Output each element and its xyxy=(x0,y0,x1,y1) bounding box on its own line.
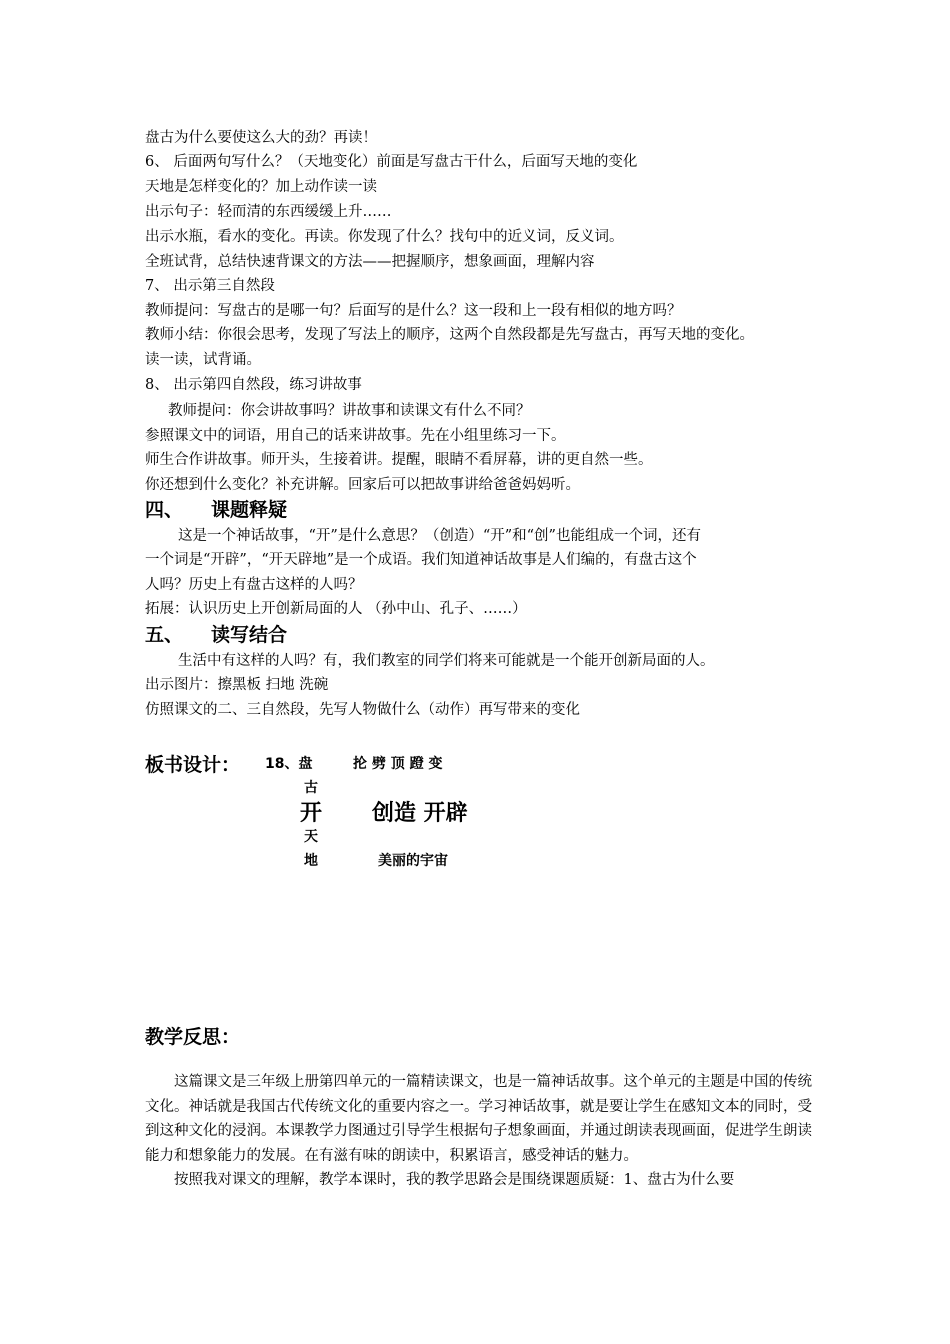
text-line: 一个词是“开辟”，“开天辟地”是一个成语。我们知道神话故事是人们编的，有盘古这个 xyxy=(145,552,697,568)
text-line: 教师提问：写盘古的是哪一句？后面写的是什么？这一段和上一段有相似的地方吗？ xyxy=(145,303,682,319)
text-line: 7、 出示第三自然段 xyxy=(145,278,275,294)
text-line: 生活中有这样的人吗？有，我们教室的同学们将来可能就是一个能开创新局面的人。 xyxy=(178,653,715,669)
board-char-kai: 开 xyxy=(300,801,323,826)
text-line: 参照课文中的词语，用自己的话来讲故事。先在小组里练习一下。 xyxy=(145,428,566,444)
section-heading-4 xyxy=(145,498,287,522)
text-line: 8、 出示第四自然段，练习讲故事 xyxy=(145,377,362,393)
text-line: 出示水瓶，看水的变化。再读。你发现了什么？找句中的近义词，反义词。 xyxy=(145,229,624,245)
board-design-label: 板书设计： xyxy=(145,754,241,776)
text-line: 天地是怎样变化的？加上动作读一读 xyxy=(145,179,377,195)
text-line: 教师小结：你很会思考，发现了写法上的顺序，这两个自然段都是先写盘古，再写天地的变化。 xyxy=(145,327,754,343)
section-number: 五、 xyxy=(145,624,184,646)
text-line: 这是一个神话故事，“开”是什么意思？（创造）“开”和“创”也能组成一个词，还有 xyxy=(178,528,701,544)
text-line: 盘古为什么要使这么大的劲？再读！ xyxy=(145,130,377,146)
text-line: 教师提问：你会讲故事吗？讲故事和读课文有什么不同？ xyxy=(168,403,531,419)
reflection-paragraph: 这篇课文是三年级上册第四单元的一篇精读课文，也是一篇神话故事。这个单元的主题是中国的传统文化。神话就是我国古代传统文化的重要内容之一。学习神话故事，就是要让学生在感知文本的同时，受到这种文化的浸润。本课教学力图通过引导学生根据句子想象画面，并通过朗读表现画面，促进学生朗读能力和想象能力的发展。在有滋有味的朗读中，积累语言，感受神话的魅力。 xyxy=(145,1074,812,1164)
reflection-body xyxy=(145,1070,813,1193)
text-line: 你还想到什么变化？补充讲解。回家后可以把故事讲给爸爸妈妈听。 xyxy=(145,477,580,493)
board-universe: 美丽的宇宙 xyxy=(378,853,448,869)
section-title: 课题释疑 xyxy=(211,499,288,521)
section-heading-5 xyxy=(145,623,287,647)
board-char-di: 地 xyxy=(304,853,318,869)
text-line: 师生合作讲故事。师开头，生接着讲。提醒，眼睛不看屏幕，讲的更自然一些。 xyxy=(145,452,653,468)
text-line: 出示图片：擦黑板 扫地 洗碗 xyxy=(145,677,329,693)
text-line: 拓展：认识历史上开创新局面的人 （孙中山、孔子、……） xyxy=(145,601,527,617)
reflection-title: 教学反思： xyxy=(145,1026,241,1048)
board-words: 创造 开辟 xyxy=(372,801,468,826)
reflection-paragraph: 按照我对课文的理解，教学本课时，我的教学思路会是围绕课题质疑：1、盘古为什么要 xyxy=(174,1172,735,1188)
board-verbs: 抡 劈 顶 蹬 变 xyxy=(353,756,443,772)
text-line: 出示句子：轻而清的东西缓缓上升…… xyxy=(145,204,392,220)
board-char-tian: 天 xyxy=(304,829,318,845)
text-line: 仿照课文的二、三自然段，先写人物做什么（动作）再写带来的变化 xyxy=(145,702,580,718)
text-line: 人吗？历史上有盘古这样的人吗？ xyxy=(145,577,363,593)
section-number: 四、 xyxy=(145,499,184,521)
board-lesson-title: 18、盘 xyxy=(265,756,313,772)
text-line: 读一读，试背诵。 xyxy=(145,352,261,368)
board-char-gu: 古 xyxy=(304,780,318,796)
text-line: 全班试背，总结快速背课文的方法——把握顺序，想象画面，理解内容 xyxy=(145,254,595,270)
section-title: 读写结合 xyxy=(211,624,288,646)
text-line: 6、 后面两句写什么？（天地变化）前面是写盘古干什么，后面写天地的变化 xyxy=(145,154,638,170)
